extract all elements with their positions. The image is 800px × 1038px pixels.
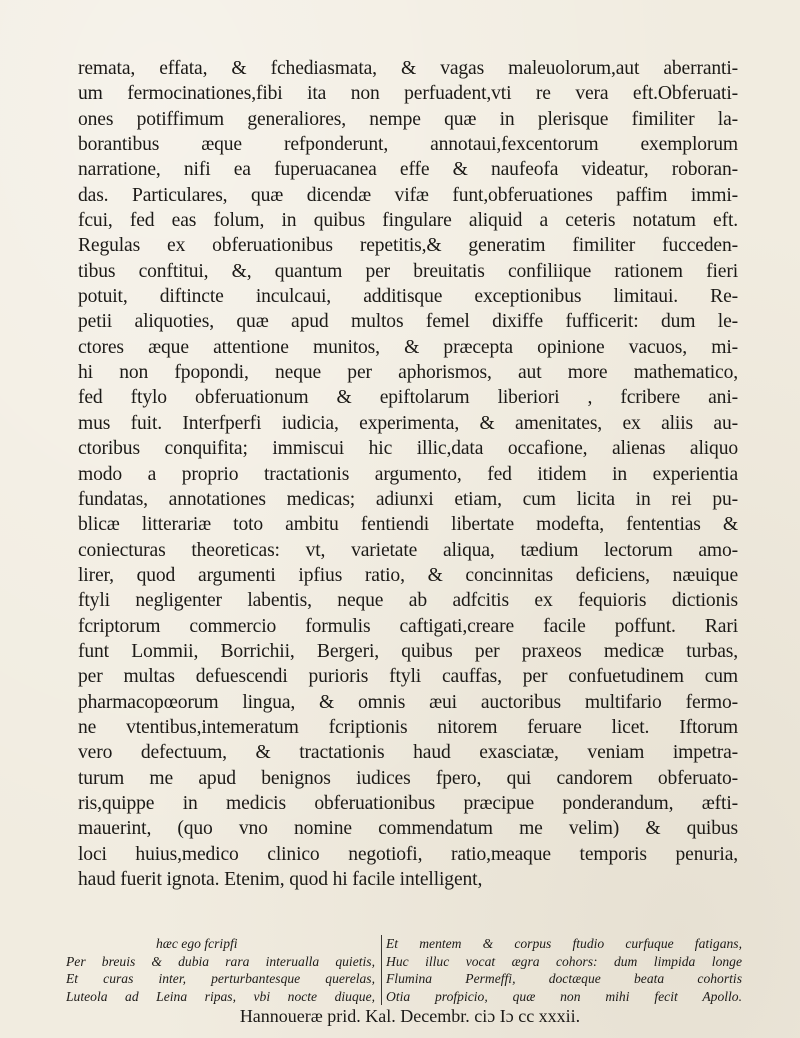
verse-row: [66, 988, 742, 1006]
text-line: ne vtentibus,intemeratum fcriptionis nitorem feruare licet. Iftorum: [78, 716, 738, 738]
text-line: ftyli negligenter labentis, neque ab adfcitis ex fequioris dictionis: [78, 590, 738, 612]
text-line: fcui, fed eas folum, in quibus fingulare aliquid a ceteris notatum eft.: [78, 210, 738, 232]
text-line: fundatas, annotationes medicas; adiunxi etiam, cum licita in rei pu-: [78, 488, 738, 510]
text-line: mus fuit. Interfperfi iudicia, experimenta, & amenitates, ex aliis au-: [78, 412, 738, 434]
text-line: blicæ litterariæ toto ambitu fentiendi libertate modefta, fententias &: [78, 514, 738, 536]
text-line: loci huius,medico clinico negotiofi, ratio,meaque temporis penuria,: [78, 843, 738, 865]
body-text: [78, 56, 738, 892]
verse-right: Huc illuc vocat ægra cohors: dum limpida longe: [386, 953, 742, 969]
verse-left: Per breuis & dubia rara interualla quietis,: [66, 953, 382, 971]
text-line: Regulas ex obferuationibus repetitis,& generatim fimiliter fucceden-: [78, 235, 738, 257]
verse-left: Luteola ad Leina ripas, vbi nocte diuque,: [66, 988, 382, 1006]
text-line: lirer, quod argumenti ipfius ratio, & concinnitas deficiens, næuique: [78, 564, 738, 586]
text-line: das. Particulares, quæ dicendæ vifæ funt,obferuationes paffim immi-: [78, 184, 738, 206]
text-line: fed ftylo obferuationum & epiftolarum liberiori , fcribere ani-: [78, 387, 738, 409]
text-line: pharmacopœorum lingua, & omnis æui auctoribus multifario fermo-: [78, 691, 738, 713]
text-line: ris,quippe in medicis obferuationibus præcipue ponderandum, æfti-: [78, 792, 738, 814]
text-line: hi non fpopondi, neque per aphorismos, aut more mathematico,: [78, 362, 738, 384]
text-line: petii aliquoties, quæ apud multos femel dixiffe fufficerit: dum le-: [78, 311, 738, 333]
text-line: vero defectuum, & tractationis haud exasciatæ, veniam impetra-: [78, 742, 738, 764]
text-line: tibus conftitui, &, quantum per breuitatis confiliique rationem fieri: [78, 260, 738, 282]
verse-right: Flumina Permeffi, doctæque beata cohortis: [386, 971, 742, 987]
text-line: coniecturas theoreticas: vt, varietate aliqua, tædium lectorum amo-: [78, 539, 738, 561]
verse-row: [66, 953, 742, 971]
text-line: um fermocinationes,fibi ita non perfuadent,vti re vera eft.Obferuati-: [78, 83, 738, 105]
text-line: ctoribus conquifita; immiscui hic illic,data occafione, alienas aliquo: [78, 438, 738, 460]
text-line: modo a proprio tractationis argumento, fed itidem in experientia: [78, 463, 738, 485]
text-line: funt Lommii, Borrichii, Bergeri, quibus per praxeos medicæ turbas,: [78, 640, 738, 662]
verse-row: [66, 970, 742, 988]
text-line: fcriptorum commercio formulis caftigati,creare facile poffunt. Rari: [78, 615, 738, 637]
text-line: ctores æque attentione munitos, & præcepta opinione vacuos, mi-: [78, 336, 738, 358]
verse-right: Et mentem & corpus ftudio curfuque fatigans,: [386, 936, 742, 951]
text-line: per multas defuescendi purioris ftyli cauffas, per confuetudinem cum: [78, 666, 738, 688]
text-line: narratione, nifi ea fuperuacanea effe & naufeofa videatur, roboran-: [78, 159, 738, 181]
date-line: Hannoueræ prid. Kal. Decembr. ciɔ Iɔ cc xxxii.: [239, 1006, 581, 1026]
text-line: ones potiffimum generaliores, nempe quæ in plerisque fimiliter la-: [78, 108, 738, 130]
verse-block: [66, 935, 742, 1005]
text-line: remata, effata, & fchediasmata, & vagas maleuolorum,aut aberranti-: [78, 58, 738, 79]
verse-left: hæc ego fcripfi: [66, 935, 382, 953]
verse-left: Et curas inter, perturbantesque querelas,: [66, 970, 382, 988]
text-line: turum me apud benignos iudices fpero, qui candorem obferuato-: [78, 767, 738, 789]
text-line: mauerint, (quo vno nomine commendatum me velim) & quibus: [78, 818, 738, 840]
text-line: borantibus æque refponderunt, annotaui,fexcentorum exemplorum: [78, 134, 738, 156]
verse-row: [66, 935, 742, 953]
text-line: haud fuerit ignota. Etenim, quod hi facile intelligent,: [78, 869, 483, 890]
text-line: potuit, diftincte inculcaui, additisque exceptionibus limitaui. Re-: [78, 286, 738, 308]
verse-right: Otia profpicio, quæ non mihi fecit Apollo.: [386, 988, 742, 1004]
